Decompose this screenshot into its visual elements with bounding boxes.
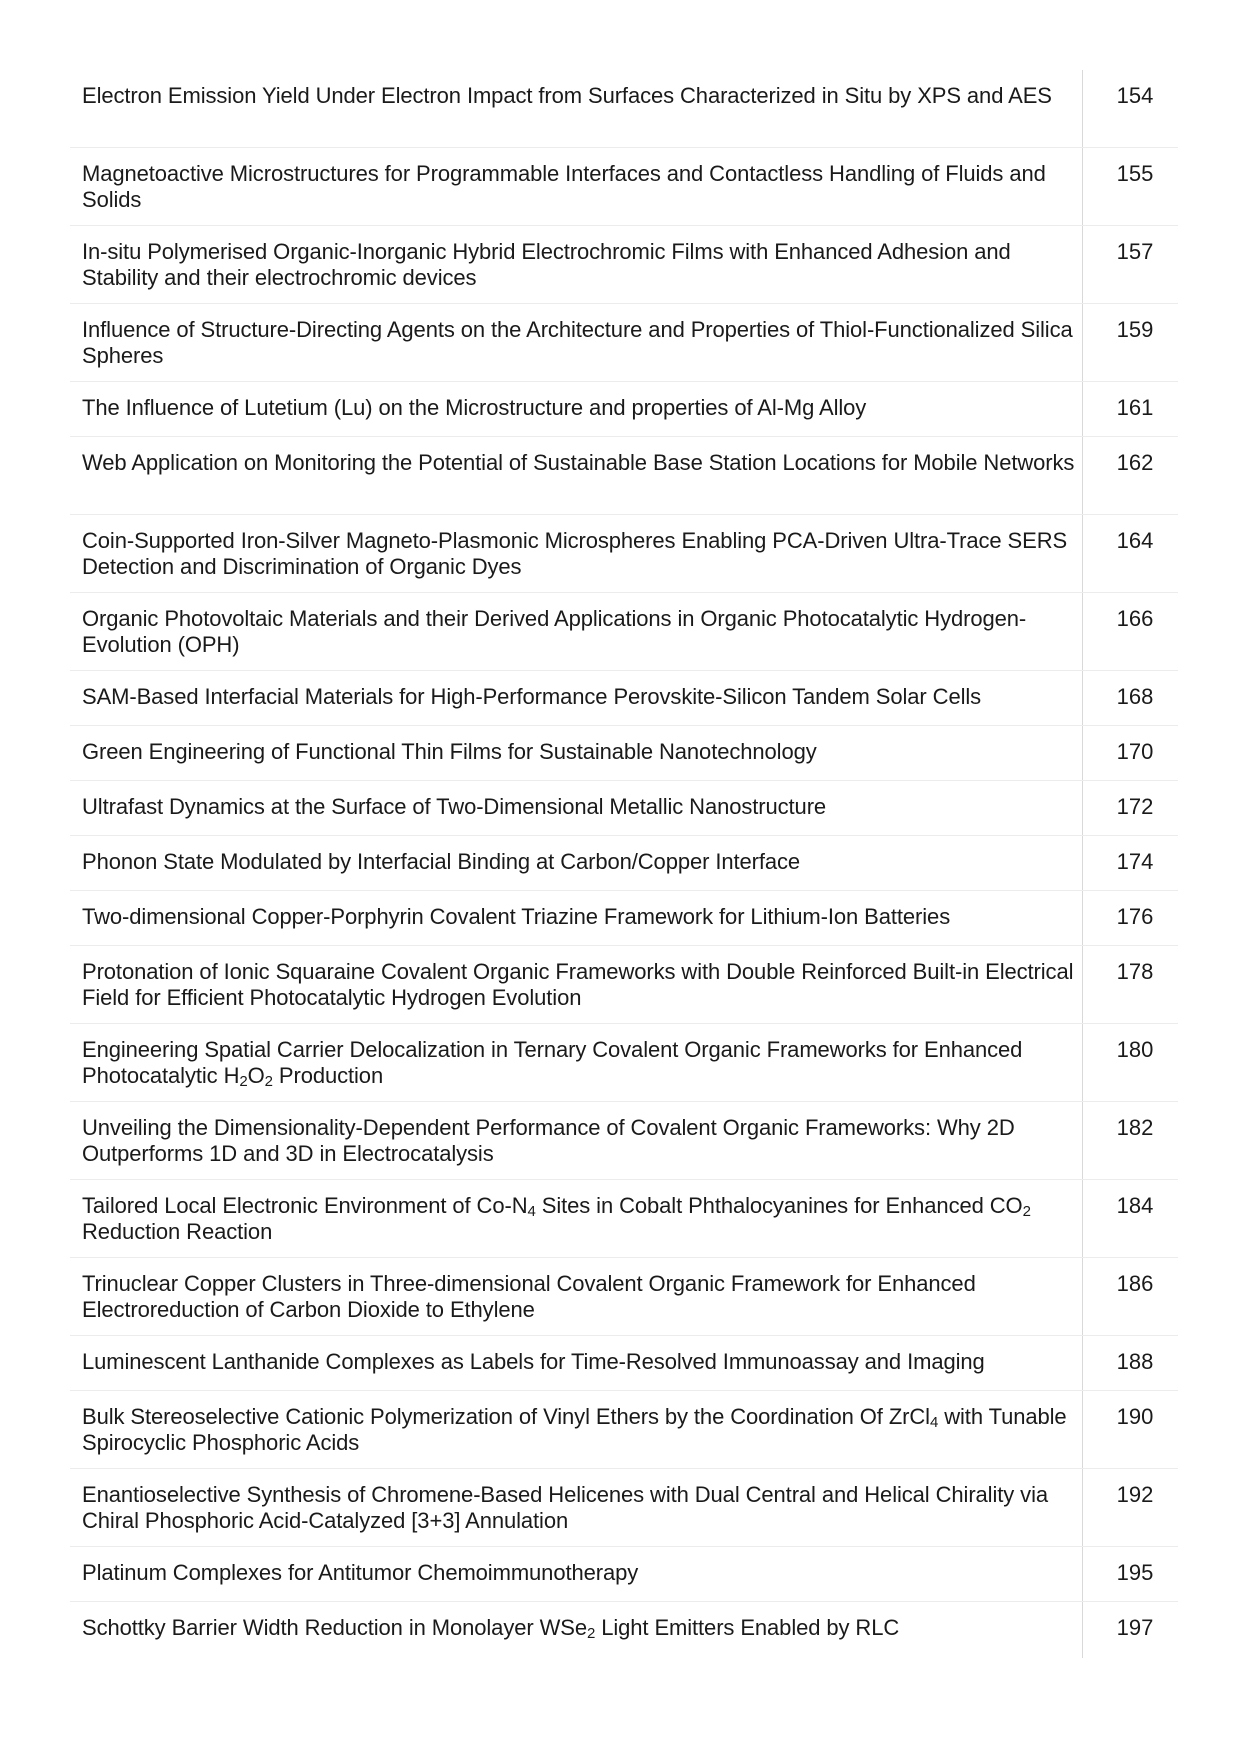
toc-entry-title xyxy=(70,1193,1082,1245)
toc-entry-title xyxy=(70,239,1082,291)
title-text: Electron Emission Yield Under Electron Impact from Surfaces Characterized in Situ by XPS and AES xyxy=(82,83,1052,108)
toc-entry-page-number: 197 xyxy=(1116,1615,1154,1640)
toc-entry-page-number: 174 xyxy=(1116,849,1154,874)
title-text: Ultrafast Dynamics at the Surface of Two-Dimensional Metallic Nanostructure xyxy=(82,794,827,819)
title-text: Tailored Local Electronic Environment of Co-N xyxy=(82,1193,528,1218)
toc-entry xyxy=(70,1258,1178,1336)
toc-entry xyxy=(70,1547,1178,1602)
title-subscript: 2 xyxy=(239,1073,248,1090)
toc-entry-page-number: 164 xyxy=(1116,528,1154,553)
title-text: In-situ Polymerised Organic-Inorganic Hybrid Electrochromic Films with Enhanced Adhesion and Stability and their electrochromic devices xyxy=(82,239,1011,290)
toc-entry-page-number: 170 xyxy=(1116,739,1154,764)
title-text: The Influence of Lutetium (Lu) on the Microstructure and properties of Al-Mg Alloy xyxy=(82,395,867,420)
title-text: Magnetoactive Microstructures for Programmable Interfaces and Contactless Handling of Fluids and Solids xyxy=(82,161,1046,212)
toc-entry-title xyxy=(70,1482,1082,1534)
title-text: O xyxy=(247,1063,265,1088)
toc-entry xyxy=(70,946,1178,1024)
toc-entry-title xyxy=(70,1115,1082,1167)
toc-entry-title xyxy=(70,450,1082,476)
toc-entry-page-number: 162 xyxy=(1116,450,1154,475)
toc-entry xyxy=(70,891,1178,946)
title-text: Bulk Stereoselective Cationic Polymerization of Vinyl Ethers by the Coordination Of ZrCl xyxy=(82,1404,930,1429)
toc-entry xyxy=(70,1391,1178,1469)
toc-entry xyxy=(70,1469,1178,1547)
title-text: SAM-Based Interfacial Materials for High-Performance Perovskite-Silicon Tandem Solar Cells xyxy=(82,684,982,709)
title-text: Protonation of Ionic Squaraine Covalent Organic Frameworks with Double Reinforced Built-in Electrical Field for Efficient Photocatalytic Hydrogen Evolution xyxy=(82,959,1074,1010)
toc-entry-page-number: 190 xyxy=(1116,1404,1154,1429)
toc-entry-title xyxy=(70,959,1082,1011)
title-text: Light Emitters Enabled by RLC xyxy=(595,1615,900,1640)
toc-entry-page-number: 166 xyxy=(1116,606,1154,631)
toc-entry-page-number: 184 xyxy=(1116,1193,1154,1218)
title-text: Organic Photovoltaic Materials and their Derived Applications in Organic Photocatalytic Hydrogen-Evolution (OPH) xyxy=(82,606,1027,657)
table-of-contents xyxy=(70,70,1178,1657)
title-text: Engineering Spatial Carrier Delocalization in Ternary Covalent Organic Frameworks for Enhanced Photocatalytic H xyxy=(82,1037,1023,1088)
toc-entry-page-number: 186 xyxy=(1116,1271,1154,1296)
title-text: Enantioselective Synthesis of Chromene-Based Helicenes with Dual Central and Helical Chirality via Chiral Phosphoric Acid-Catalyzed [3+3] Annulation xyxy=(82,1482,1048,1533)
title-subscript: 2 xyxy=(264,1073,273,1090)
toc-entry-title xyxy=(70,161,1082,213)
toc-entry xyxy=(70,1024,1178,1102)
toc-entry xyxy=(70,437,1178,515)
toc-entry-title xyxy=(70,794,1082,820)
toc-entry-page-number: 180 xyxy=(1116,1037,1154,1062)
toc-entry-page-number: 168 xyxy=(1116,684,1154,709)
toc-entry-title xyxy=(70,684,1082,710)
toc-entry xyxy=(70,148,1178,226)
title-text: Web Application on Monitoring the Potential of Sustainable Base Station Locations for Mobile Networks xyxy=(82,450,1075,475)
title-text: Influence of Structure-Directing Agents on the Architecture and Properties of Thiol-Functionalized Silica Spheres xyxy=(82,317,1073,368)
toc-entry xyxy=(70,1180,1178,1258)
toc-entry-title xyxy=(70,1560,1082,1586)
toc-entry xyxy=(70,515,1178,593)
toc-entry-page-number: 159 xyxy=(1116,317,1154,342)
toc-entry xyxy=(70,836,1178,891)
toc-entry-title xyxy=(70,739,1082,765)
toc-entry xyxy=(70,226,1178,304)
toc-entry xyxy=(70,1336,1178,1391)
title-subscript: 4 xyxy=(527,1203,536,1220)
title-subscript: 4 xyxy=(929,1414,939,1431)
title-text: Coin-Supported Iron-Silver Magneto-Plasmonic Microspheres Enabling PCA-Driven Ultra-Trace SERS Detection and Discrimination of Organic Dyes xyxy=(82,528,1068,579)
toc-entry-title xyxy=(70,1271,1082,1323)
toc-entry-page-number: 188 xyxy=(1116,1349,1154,1374)
toc-entry xyxy=(70,1102,1178,1180)
toc-entry-page-number: 155 xyxy=(1116,161,1154,186)
title-text: Phonon State Modulated by Interfacial Binding at Carbon/Copper Interface xyxy=(82,849,801,874)
toc-entry-title xyxy=(70,528,1082,580)
toc-entry-page-number: 182 xyxy=(1116,1115,1154,1140)
toc-entry-page-number: 161 xyxy=(1116,395,1154,420)
toc-entry-title xyxy=(70,1404,1082,1456)
title-text: Reduction Reaction xyxy=(82,1219,273,1244)
toc-entry-page-number: 176 xyxy=(1116,904,1154,929)
title-text: Sites in Cobalt Phthalocyanines for Enhanced CO xyxy=(535,1193,1023,1218)
toc-entry-page-number: 192 xyxy=(1116,1482,1154,1507)
toc-entry-page-number: 178 xyxy=(1116,959,1154,984)
toc-entry xyxy=(70,781,1178,836)
toc-entry xyxy=(70,593,1178,671)
toc-entry-page-number: 157 xyxy=(1116,239,1154,264)
title-subscript: 2 xyxy=(1022,1203,1031,1220)
toc-entry-page-number: 154 xyxy=(1116,83,1154,108)
toc-entry-page-number: 172 xyxy=(1116,794,1154,819)
title-text: Platinum Complexes for Antitumor Chemoimmunotherapy xyxy=(82,1560,639,1585)
title-text: Two-dimensional Copper-Porphyrin Covalent Triazine Framework for Lithium-Ion Batteries xyxy=(82,904,951,929)
title-text: Production xyxy=(272,1063,384,1088)
toc-entry xyxy=(70,726,1178,781)
toc-entry-title xyxy=(70,395,1082,421)
toc-entry-title xyxy=(70,904,1082,930)
title-text: Luminescent Lanthanide Complexes as Labels for Time-Resolved Immunoassay and Imaging xyxy=(82,1349,985,1374)
toc-entry-title xyxy=(70,1349,1082,1375)
toc-entry-title xyxy=(70,606,1082,658)
title-text: with Tunable Spirocyclic Phosphoric Acids xyxy=(82,1404,1067,1455)
toc-entry xyxy=(70,671,1178,726)
toc-entry xyxy=(70,382,1178,437)
toc-entry xyxy=(70,1602,1178,1657)
title-text: Green Engineering of Functional Thin Films for Sustainable Nanotechnology xyxy=(82,739,817,764)
toc-entry xyxy=(70,304,1178,382)
title-text: Unveiling the Dimensionality-Dependent Performance of Covalent Organic Frameworks: Why 2D Outperforms 1D and 3D in Electrocatalysis xyxy=(82,1115,1015,1166)
toc-entry-title xyxy=(70,83,1082,109)
title-subscript: 2 xyxy=(586,1625,596,1642)
title-text: Schottky Barrier Width Reduction in Monolayer WSe xyxy=(82,1615,587,1640)
toc-entry-page-number: 195 xyxy=(1116,1560,1154,1585)
toc-entry-title xyxy=(70,1037,1082,1089)
toc-entry-title xyxy=(70,317,1082,369)
toc-entry-title xyxy=(70,1615,1082,1641)
toc-entry-title xyxy=(70,849,1082,875)
title-text: Trinuclear Copper Clusters in Three-dimensional Covalent Organic Framework for Enhanced Electroreduction of Carbon Dioxide to Ethylene xyxy=(82,1271,976,1322)
toc-entry xyxy=(70,70,1178,148)
